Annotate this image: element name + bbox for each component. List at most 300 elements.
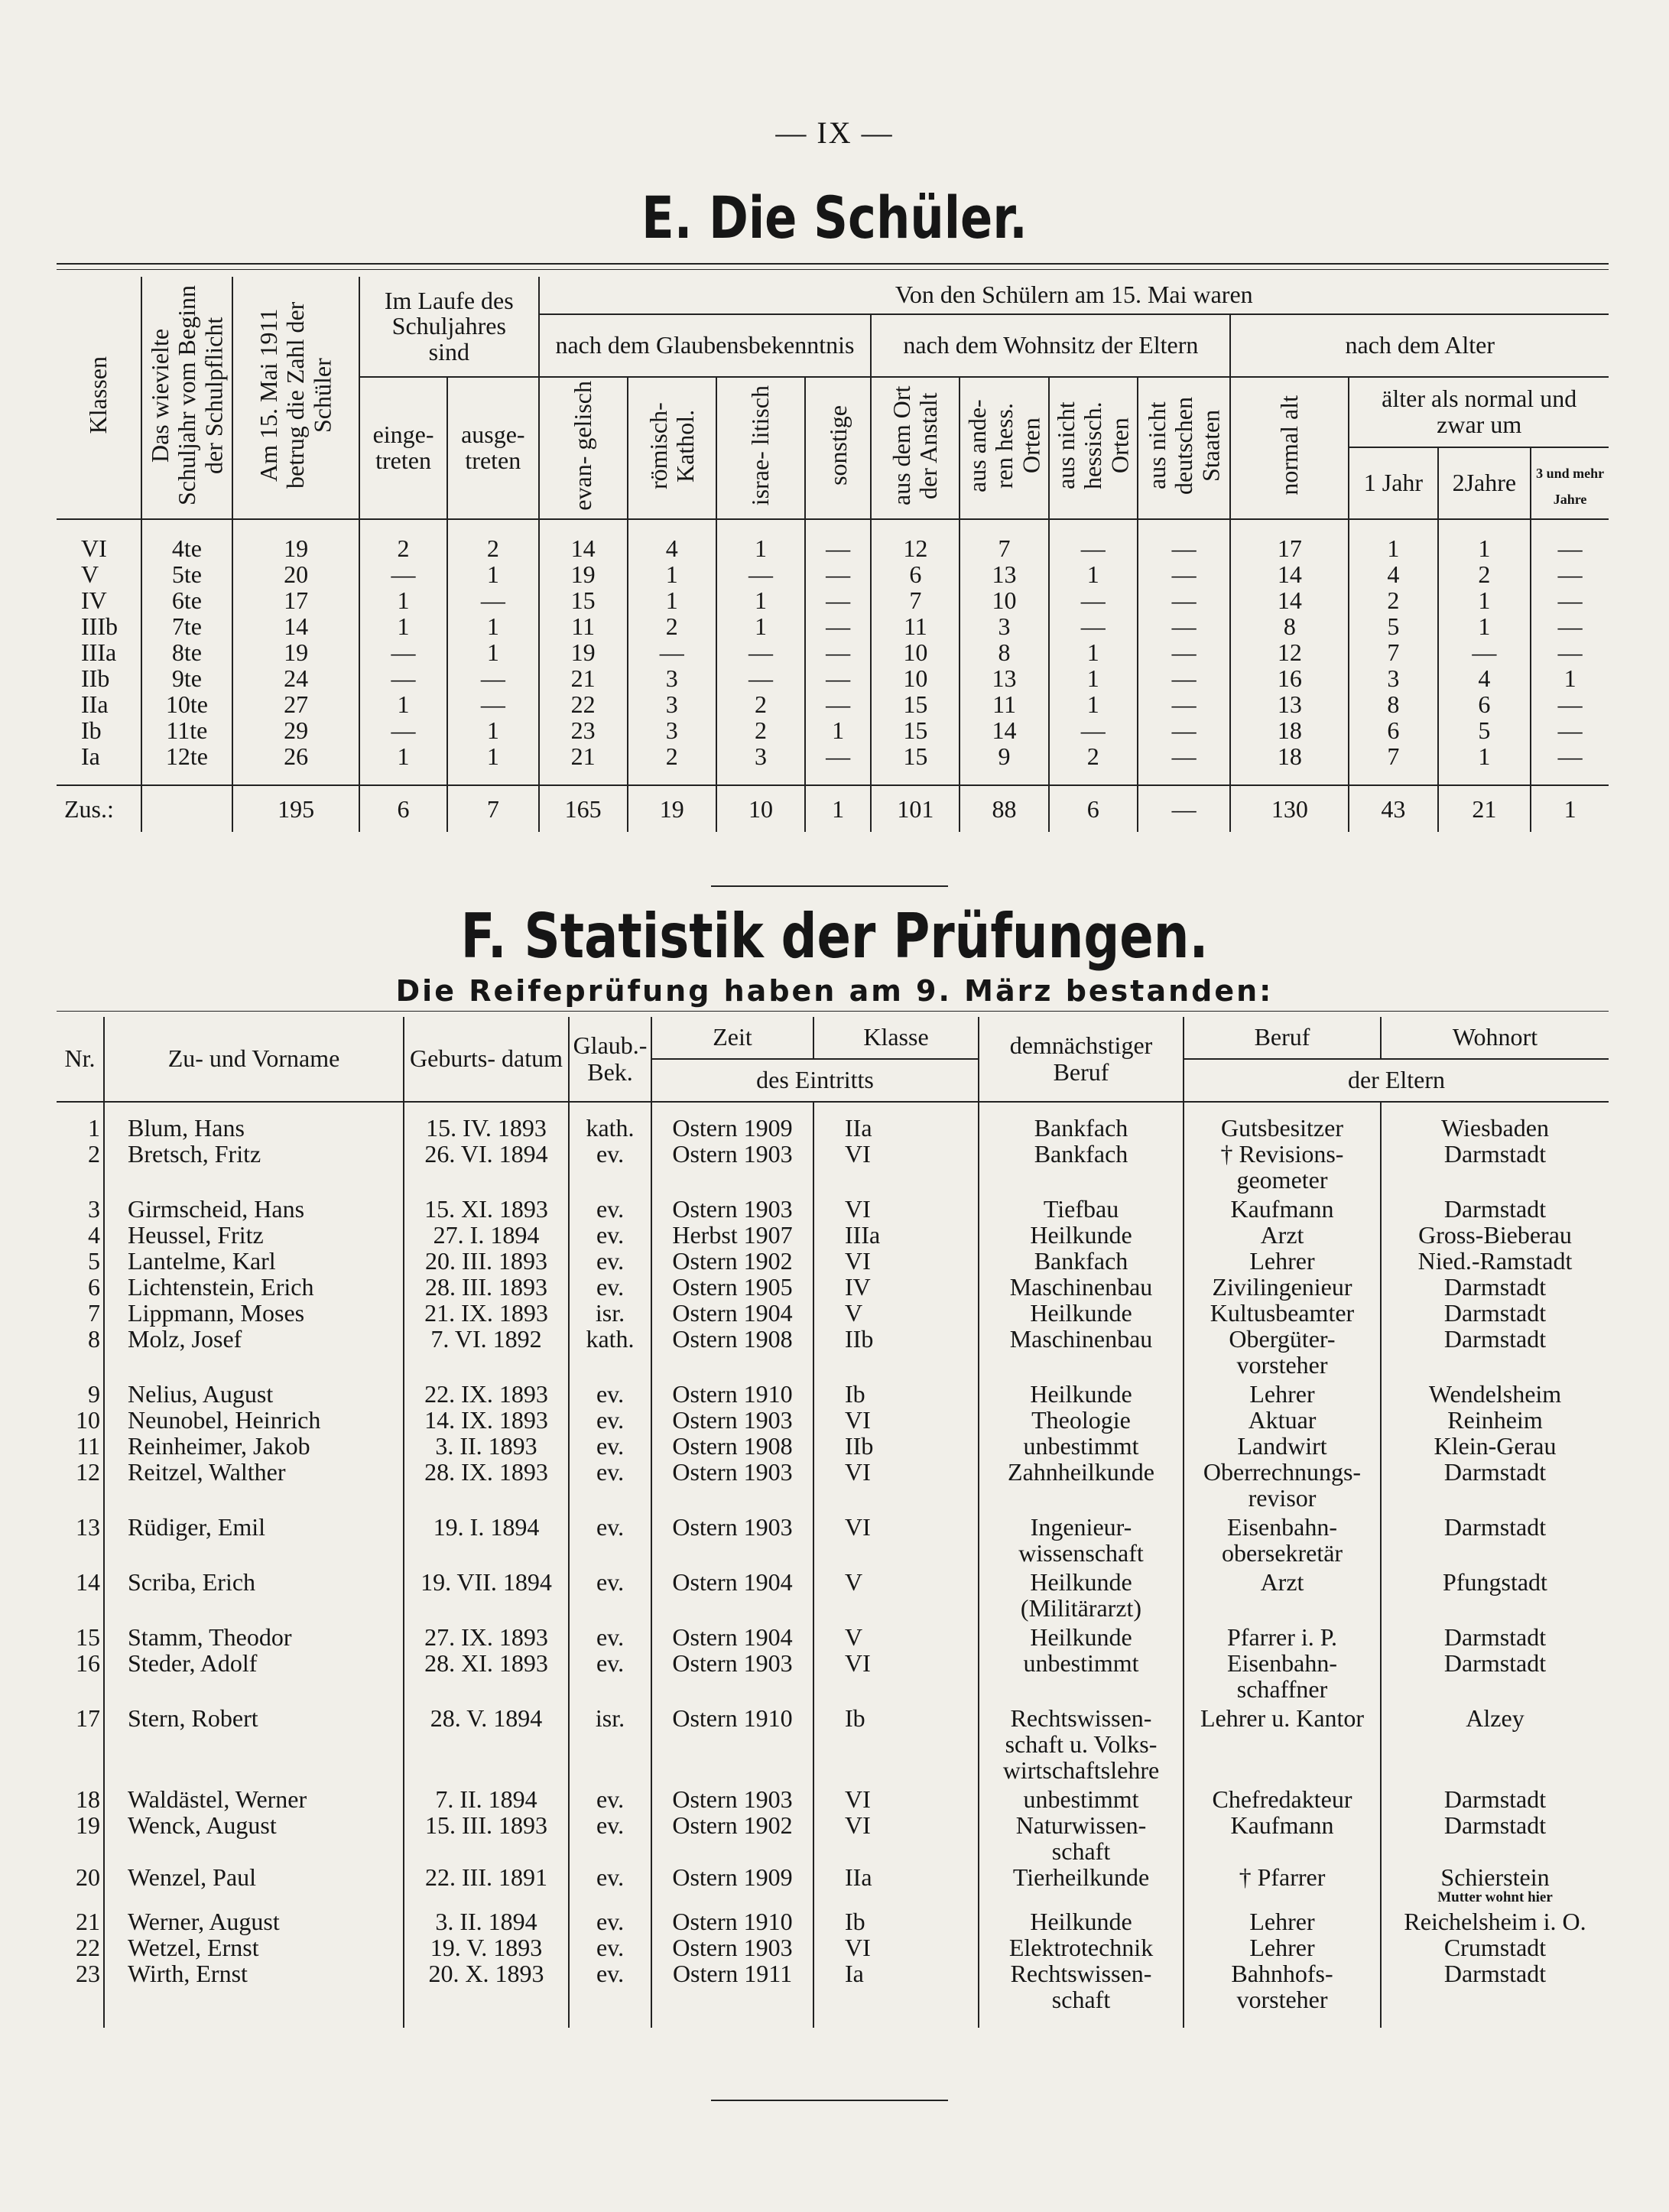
cell-nr: 12 — [57, 1459, 104, 1514]
hdr-beruf-kuenftig: demnächstiger Beruf — [1009, 1031, 1153, 1086]
cell-name: Steder, Adolf — [104, 1650, 404, 1705]
cell-line: vorsteher — [1236, 1986, 1328, 2013]
cell-kl: VI — [813, 1934, 979, 1960]
table-cell: — — [1138, 717, 1231, 743]
cell-line: Theologie — [1031, 1406, 1131, 1434]
section-e-title: E. Die Schüler. — [641, 184, 1028, 252]
table-cell: 5 — [1438, 717, 1531, 743]
cell-nr: 5 — [57, 1248, 104, 1274]
cell-dem — [979, 1300, 1184, 1326]
cell-beruf — [1184, 1196, 1381, 1222]
table-schueler — [57, 277, 1609, 832]
cell-line: Maschinenbau — [1009, 1273, 1153, 1301]
cell-nr: 18 — [57, 1786, 104, 1812]
cell-ort — [1381, 1115, 1609, 1141]
cell-line: † Revisions- — [1220, 1140, 1344, 1168]
cell-line: Kaufmann — [1230, 1195, 1334, 1223]
cell-line: Eisenbahn- — [1227, 1513, 1337, 1541]
table-cell: 15 — [539, 587, 628, 613]
cell-beruf — [1184, 1934, 1381, 1960]
cell-bek: ev. — [569, 1141, 651, 1196]
table-cell: — — [805, 691, 871, 717]
cell-kl: Ib — [813, 1381, 979, 1407]
cell-ort — [1381, 1812, 1609, 1864]
hdr-ort: aus dem Ort der Anstalt — [888, 385, 943, 505]
table-cell: 6 — [871, 561, 960, 587]
cell-dem — [979, 1196, 1184, 1222]
section-f-title: F. Statistik der Prüfungen. — [460, 901, 1209, 972]
cell-line: Darmstadt — [1443, 1513, 1547, 1541]
table-cell: Ia — [57, 743, 141, 769]
table-cell: 1 — [1049, 639, 1138, 665]
cell-bek: isr. — [569, 1300, 651, 1326]
table-cell: — — [1049, 535, 1138, 561]
table-cell: 7te — [141, 613, 232, 639]
total-cell: 43 — [1349, 785, 1437, 832]
table-cell: 2 — [1349, 587, 1437, 613]
hdr-jahr2: 2Jahre — [1452, 469, 1517, 497]
table-cell: 3 — [628, 717, 716, 743]
cell-bek: kath. — [569, 1326, 651, 1381]
table-cell: 21 — [539, 665, 628, 691]
cell-line: Heilkunde — [1030, 1568, 1132, 1596]
cell-beruf — [1184, 1141, 1381, 1196]
cell-line: Darmstadt — [1443, 1785, 1547, 1813]
table-cell: 1 — [1438, 587, 1531, 613]
cell-kl: VI — [813, 1812, 979, 1864]
table-cell: IIIa — [57, 639, 141, 665]
section-f-subtitle: Die Reifeprüfung haben am 9. März bestanden: — [395, 974, 1274, 1008]
table-cell: 2 — [447, 535, 538, 561]
cell-kl: IV — [813, 1274, 979, 1300]
table-row — [57, 1222, 1609, 1248]
cell-line: Wiesbaden — [1441, 1114, 1549, 1142]
cell-line: Pfungstadt — [1443, 1568, 1547, 1596]
cell-line: unbestimmt — [1023, 1649, 1139, 1677]
hdr-normal: normal alt — [1275, 395, 1304, 496]
cell-kl: VI — [813, 1141, 979, 1196]
total-cell: 101 — [871, 785, 960, 832]
hdr-wohnsitz: nach dem Wohnsitz der Eltern — [903, 331, 1199, 359]
cell-dem — [979, 1326, 1184, 1381]
cell-dem — [979, 1141, 1184, 1196]
hdr-katholisch: römisch- Kathol. — [644, 401, 699, 489]
cell-name: Lippmann, Moses — [104, 1300, 404, 1326]
table-cell: 4 — [1438, 665, 1531, 691]
table-cell: 21 — [539, 743, 628, 769]
hdr-staaten: aus nicht deutschen Staaten — [1142, 396, 1225, 495]
table-row — [57, 1908, 1609, 1934]
cell-name: Werner, August — [104, 1908, 404, 1934]
table-cell: 1 — [359, 613, 447, 639]
hdr-jahr3: 3 und mehr Jahre — [1536, 466, 1605, 507]
cell-line: Zivilingenieur — [1212, 1273, 1352, 1301]
table-cell: — — [1557, 742, 1583, 770]
cell-nr: 17 — [57, 1705, 104, 1786]
cell-line: schaffner — [1236, 1675, 1328, 1703]
table-cell: — — [1557, 716, 1583, 744]
table-row — [57, 1569, 1609, 1624]
cell-line: Darmstadt — [1443, 1273, 1547, 1301]
cell-geb: 22. IX. 1893 — [404, 1381, 569, 1407]
table-cell: 11 — [539, 613, 628, 639]
table-cell: 2 — [1049, 743, 1138, 769]
hdr-jahr1: 1 Jahr — [1363, 469, 1424, 497]
table-cell: 19 — [539, 639, 628, 665]
cell-line: Arzt — [1260, 1568, 1304, 1596]
cell-geb: 15. III. 1893 — [404, 1812, 569, 1864]
table-cell: IV — [57, 587, 141, 613]
cell-ort — [1381, 1650, 1609, 1705]
hdr-alter: nach dem Alter — [1345, 331, 1495, 359]
cell-geb: 15. XI. 1893 — [404, 1196, 569, 1222]
cell-beruf — [1184, 1300, 1381, 1326]
table-cell: 1 — [628, 587, 716, 613]
cell-zeit: Ostern 1909 — [651, 1864, 813, 1908]
cell-nr: 1 — [57, 1115, 104, 1141]
cell-ort — [1381, 1222, 1609, 1248]
cell-dem — [979, 1514, 1184, 1569]
table-cell: 1 — [447, 561, 538, 587]
cell-kl: IIb — [813, 1433, 979, 1459]
cell-name: Blum, Hans — [104, 1115, 404, 1141]
cell-dem — [979, 1459, 1184, 1514]
cell-line: Reichelsheim i. O. — [1404, 1908, 1586, 1935]
cell-geb: 15. IV. 1893 — [404, 1115, 569, 1141]
cell-line: Lehrer — [1249, 1380, 1315, 1408]
cell-beruf — [1184, 1908, 1381, 1934]
table-cell: 19 — [232, 639, 359, 665]
total-cell: 10 — [716, 785, 805, 832]
table-row — [57, 1514, 1609, 1569]
total-cell: 165 — [539, 785, 628, 832]
table-cell: 4te — [141, 535, 232, 561]
table-cell: 10te — [141, 691, 232, 717]
table-cell: — — [1138, 639, 1231, 665]
cell-line: wissenschaft — [1018, 1539, 1144, 1567]
cell-kl: VI — [813, 1786, 979, 1812]
cell-zeit: Ostern 1908 — [651, 1433, 813, 1459]
table-cell: 15 — [871, 743, 960, 769]
hdr-beruf: Beruf — [1254, 1023, 1310, 1051]
cell-line: Heilkunde — [1030, 1908, 1132, 1935]
total-cell: 88 — [960, 785, 1048, 832]
cell-line: Darmstadt — [1443, 1649, 1547, 1677]
table-row — [57, 639, 1609, 665]
table-row — [57, 1274, 1609, 1300]
cell-line: Maschinenbau — [1009, 1325, 1153, 1353]
hdr-wohnort: Wohnort — [1452, 1023, 1538, 1051]
cell-beruf — [1184, 1569, 1381, 1624]
table-cell: 23 — [539, 717, 628, 743]
table-cell: 1 — [447, 743, 538, 769]
table-row — [57, 665, 1609, 691]
cell-line: Oberrechnungs- — [1203, 1458, 1362, 1486]
cell-line: Darmstadt — [1443, 1195, 1547, 1223]
cell-line: (Militärarzt) — [1020, 1594, 1142, 1622]
cell-line: Klein-Gerau — [1434, 1432, 1557, 1460]
cell-zeit: Ostern 1905 — [651, 1274, 813, 1300]
table-cell: IIIb — [57, 613, 141, 639]
table-cell: 1 — [1438, 613, 1531, 639]
cell-zeit: Ostern 1902 — [651, 1812, 813, 1864]
cell-geb: 19. V. 1893 — [404, 1934, 569, 1960]
cell-line: Lehrer — [1249, 1908, 1315, 1935]
cell-line: Darmstadt — [1443, 1811, 1547, 1839]
cell-geb: 20. III. 1893 — [404, 1248, 569, 1274]
cell-ort — [1381, 1274, 1609, 1300]
table-cell: 14 — [232, 613, 359, 639]
table-row — [57, 1960, 1609, 2015]
cell-zeit: Ostern 1903 — [651, 1196, 813, 1222]
table-cell: — — [1138, 561, 1231, 587]
cell-ort — [1381, 1786, 1609, 1812]
cell-zeit: Ostern 1909 — [651, 1115, 813, 1141]
cell-kl: Ib — [813, 1908, 979, 1934]
cell-zeit: Ostern 1903 — [651, 1407, 813, 1433]
cell-kl: IIb — [813, 1326, 979, 1381]
cell-line: Gross-Bieberau — [1418, 1221, 1572, 1249]
table-cell: 1 — [359, 743, 447, 769]
cell-bek: ev. — [569, 1381, 651, 1407]
cell-ort — [1381, 1381, 1609, 1407]
totals-row — [57, 785, 1609, 832]
cell-ort — [1381, 1300, 1609, 1326]
table-cell: — — [447, 691, 538, 717]
cell-beruf — [1184, 1812, 1381, 1864]
cell-dem — [979, 1908, 1184, 1934]
cell-zeit: Ostern 1910 — [651, 1705, 813, 1786]
cell-nr: 10 — [57, 1407, 104, 1433]
cell-geb: 28. V. 1894 — [404, 1705, 569, 1786]
cell-name: Girmscheid, Hans — [104, 1196, 404, 1222]
cell-line: vorsteher — [1236, 1351, 1328, 1379]
cell-nr: 16 — [57, 1650, 104, 1705]
table-cell: — — [1438, 639, 1531, 665]
table-row — [57, 1300, 1609, 1326]
table-cell: 14 — [1230, 561, 1349, 587]
table-row — [57, 1459, 1609, 1514]
cell-line: Nied.-Ramstadt — [1417, 1247, 1573, 1275]
cell-dem — [979, 1569, 1184, 1624]
cell-geb: 28. XI. 1893 — [404, 1650, 569, 1705]
cell-zeit: Ostern 1902 — [651, 1248, 813, 1274]
table-cell: — — [1138, 691, 1231, 717]
table-cell: 1 — [1049, 561, 1138, 587]
cell-name: Neunobel, Heinrich — [104, 1407, 404, 1433]
cell-line: Schierstein — [1440, 1863, 1550, 1891]
table-cell: — — [1557, 560, 1583, 588]
cell-geb: 19. VII. 1894 — [404, 1569, 569, 1624]
cell-name: Stern, Robert — [104, 1705, 404, 1786]
table-cell: 6 — [1438, 691, 1531, 717]
cell-beruf — [1184, 1960, 1381, 2015]
table-cell: — — [1557, 638, 1583, 666]
cell-beruf — [1184, 1248, 1381, 1274]
cell-line: Heilkunde — [1030, 1623, 1132, 1651]
cell-ort — [1381, 1407, 1609, 1433]
table-cell: 3 — [1349, 665, 1437, 691]
hdr-nichthess: aus nicht hessisch. Orten — [1051, 401, 1134, 490]
table-cell: 1 — [1438, 535, 1531, 561]
cell-line: schaft u. Volks- — [1005, 1730, 1158, 1758]
cell-bek: ev. — [569, 1248, 651, 1274]
cell-beruf — [1184, 1326, 1381, 1381]
cell-name: Bretsch, Fritz — [104, 1141, 404, 1196]
table-cell: 14 — [960, 717, 1048, 743]
cell-line: Darmstadt — [1443, 1960, 1547, 1987]
total-cell: 130 — [1230, 785, 1349, 832]
cell-name: Lichtenstein, Erich — [104, 1274, 404, 1300]
table-cell: 7 — [1349, 743, 1437, 769]
cell-line: Rechtswissen- — [1010, 1960, 1152, 1987]
table-cell: 1 — [628, 561, 716, 587]
hdr-sonstige: sonstige — [823, 405, 852, 486]
table-cell: 19 — [539, 561, 628, 587]
cell-line: Alzey — [1466, 1704, 1525, 1732]
cell-kl: V — [813, 1300, 979, 1326]
cell-line: Landwirt — [1237, 1432, 1327, 1460]
cell-zeit: Ostern 1903 — [651, 1459, 813, 1514]
cell-zeit: Ostern 1904 — [651, 1569, 813, 1624]
table-cell: 14 — [539, 535, 628, 561]
cell-bek: ev. — [569, 1459, 651, 1514]
cell-name: Rüdiger, Emil — [104, 1514, 404, 1569]
table-cell: 1 — [1049, 665, 1138, 691]
cell-line: Heilkunde — [1030, 1221, 1132, 1249]
cell-ort — [1381, 1433, 1609, 1459]
total-cell: 7 — [447, 785, 538, 832]
table-f-top-rule — [57, 1011, 1609, 1012]
table-cell: — — [805, 587, 871, 613]
hdr-zeit: Zeit — [713, 1023, 752, 1051]
table-cell: 17 — [1230, 535, 1349, 561]
cell-line: Ingenieur- — [1030, 1513, 1132, 1541]
table-cell: 5 — [1349, 613, 1437, 639]
table-cell: 4 — [628, 535, 716, 561]
table-cell: — — [805, 665, 871, 691]
cell-ort — [1381, 1934, 1609, 1960]
table-cell: — — [805, 535, 871, 561]
table-cell: 13 — [960, 561, 1048, 587]
table-cell: 29 — [232, 717, 359, 743]
cell-ort — [1381, 1141, 1609, 1196]
cell-dem — [979, 1248, 1184, 1274]
cell-geb: 27. IX. 1893 — [404, 1624, 569, 1650]
table-cell: IIb — [57, 665, 141, 691]
cell-beruf — [1184, 1115, 1381, 1141]
table-cell: — — [447, 587, 538, 613]
table-cell: 2 — [716, 691, 805, 717]
cell-beruf — [1184, 1407, 1381, 1433]
cell-name: Waldästel, Werner — [104, 1786, 404, 1812]
cell-bek: ev. — [569, 1960, 651, 2015]
cell-nr: 3 — [57, 1196, 104, 1222]
cell-line: schaft — [1051, 1837, 1111, 1865]
hdr-hess: aus ande- ren hess. Orten — [963, 398, 1045, 492]
cell-geb: 22. III. 1891 — [404, 1864, 569, 1908]
hdr-geburt: Geburts- datum — [410, 1044, 563, 1073]
cell-beruf — [1184, 1222, 1381, 1248]
cell-name: Heussel, Fritz — [104, 1222, 404, 1248]
table-row — [57, 1624, 1609, 1650]
table-cell: 7 — [871, 587, 960, 613]
cell-bek: ev. — [569, 1569, 651, 1624]
hdr-zahl: Am 15. Mai 1911 betrug die Zahl der Schüler — [255, 301, 336, 489]
cell-zeit: Ostern 1903 — [651, 1514, 813, 1569]
hdr-klasse: Klasse — [863, 1023, 929, 1051]
table-cell: 7 — [1349, 639, 1437, 665]
cell-nr: 19 — [57, 1812, 104, 1864]
table-cell: 26 — [232, 743, 359, 769]
cell-zeit: Ostern 1903 — [651, 1650, 813, 1705]
cell-bek: ev. — [569, 1864, 651, 1908]
hdr-von-den: Von den Schülern am 15. Mai waren — [895, 281, 1253, 309]
cell-line: revisor — [1248, 1484, 1317, 1512]
cell-line: Darmstadt — [1443, 1325, 1547, 1353]
table-cell: 27 — [232, 691, 359, 717]
table-cell: 12 — [871, 535, 960, 561]
hdr-glauben: nach dem Glaubensbekenntnis — [555, 331, 855, 359]
cell-dem — [979, 1812, 1184, 1864]
cell-nr: 21 — [57, 1908, 104, 1934]
cell-line: Elektrotechnik — [1008, 1934, 1154, 1961]
cell-nr: 2 — [57, 1141, 104, 1196]
cell-bek: kath. — [569, 1115, 651, 1141]
cell-ort — [1381, 1196, 1609, 1222]
table-cell: 12 — [1230, 639, 1349, 665]
cell-kl: VI — [813, 1514, 979, 1569]
table-row — [57, 613, 1609, 639]
table-cell: 10 — [871, 639, 960, 665]
table-cell: — — [1049, 613, 1138, 639]
total-cell: — — [1138, 785, 1231, 832]
cell-dem — [979, 1786, 1184, 1812]
cell-ort — [1381, 1326, 1609, 1381]
cell-line: Arzt — [1260, 1221, 1304, 1249]
table-cell: 17 — [232, 587, 359, 613]
table-cell: — — [1557, 586, 1583, 614]
cell-name: Reinheimer, Jakob — [104, 1433, 404, 1459]
cell-dem — [979, 1960, 1184, 2015]
cell-kl: VI — [813, 1459, 979, 1514]
table-cell: — — [447, 665, 538, 691]
cell-name: Scriba, Erich — [104, 1569, 404, 1624]
table-cell: — — [1557, 690, 1583, 718]
table-cell: 11 — [960, 691, 1048, 717]
hdr-eltern: der Eltern — [1347, 1066, 1446, 1094]
cell-line: Tierheilkunde — [1012, 1863, 1150, 1891]
cell-beruf — [1184, 1786, 1381, 1812]
cell-beruf — [1184, 1705, 1381, 1786]
table-cell: — — [1138, 665, 1231, 691]
cell-nr: 13 — [57, 1514, 104, 1569]
cell-ort — [1381, 1459, 1609, 1514]
table-cell: IIa — [57, 691, 141, 717]
cell-zeit: Herbst 1907 — [651, 1222, 813, 1248]
table-cell: 4 — [1349, 561, 1437, 587]
cell-zeit: Ostern 1903 — [651, 1141, 813, 1196]
hdr-nr: Nr. — [64, 1044, 96, 1073]
table-cell: 16 — [1230, 665, 1349, 691]
cell-beruf — [1184, 1650, 1381, 1705]
cell-geb: 14. IX. 1893 — [404, 1407, 569, 1433]
table-cell: — — [1138, 587, 1231, 613]
cell-dem — [979, 1650, 1184, 1705]
table-row — [57, 1196, 1609, 1222]
cell-name: Lantelme, Karl — [104, 1248, 404, 1274]
cell-nr: 14 — [57, 1569, 104, 1624]
